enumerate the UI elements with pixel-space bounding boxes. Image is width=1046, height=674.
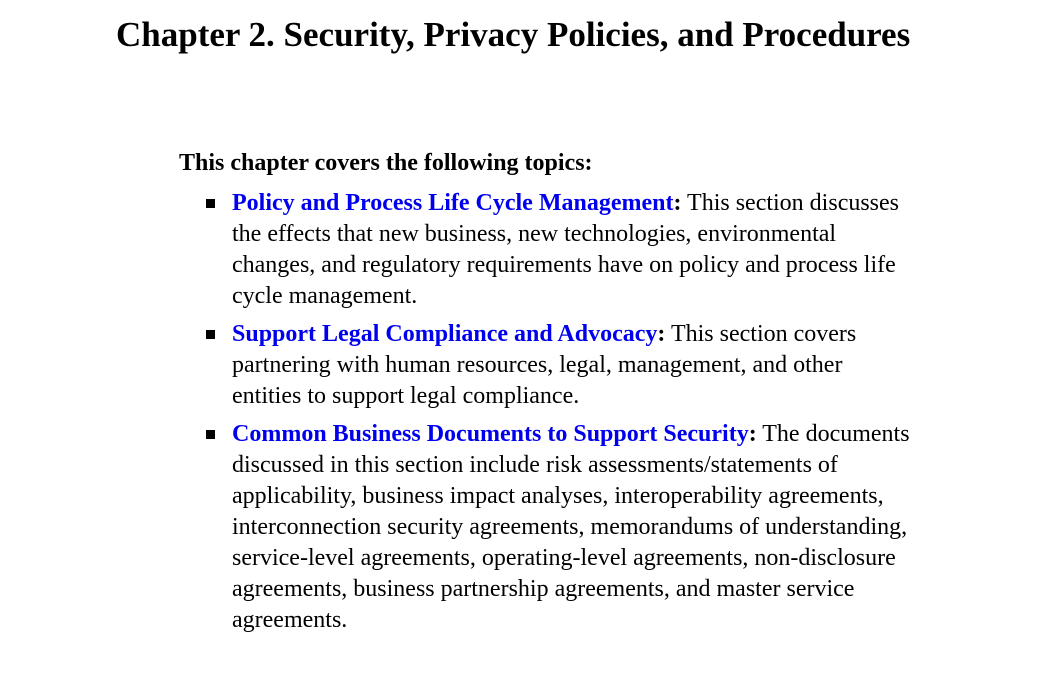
bullet-icon	[206, 330, 215, 339]
list-item	[232, 419, 912, 636]
topic-link-legal-compliance[interactable]: Support Legal Compliance and Advocacy	[232, 321, 658, 347]
topic-list	[232, 188, 912, 643]
topic-link-business-documents[interactable]: Common Business Documents to Support Security	[232, 421, 749, 447]
topic-colon: :	[673, 190, 682, 216]
list-item	[232, 319, 912, 412]
topic-description: The documents discussed in this section include risk assessments/statements of applicability, business impact analyses, interoperability agreements, interconnection security agreements, memorandums of understanding, service-level agreements, operating-level agreements, non-disclosure agreements, business partnership agreements, and master service agreements.	[232, 421, 910, 633]
bullet-icon	[206, 199, 215, 208]
topic-description: This section discusses the effects that new business, new technologies, environmental changes, and regulatory requirements have on policy and process life cycle management.	[232, 190, 900, 309]
topic-description: This section covers partnering with human resources, legal, management, and other entities to support legal compliance.	[232, 321, 857, 409]
list-item	[232, 188, 912, 312]
chapter-title: Chapter 2. Security, Privacy Policies, and Procedures	[116, 15, 911, 54]
topics-intro: This chapter covers the following topics:	[179, 150, 593, 176]
bullet-icon	[206, 430, 215, 439]
topic-colon: :	[657, 321, 666, 347]
topic-link-policy-process[interactable]: Policy and Process Life Cycle Management	[232, 190, 674, 216]
topic-colon: :	[748, 421, 757, 447]
